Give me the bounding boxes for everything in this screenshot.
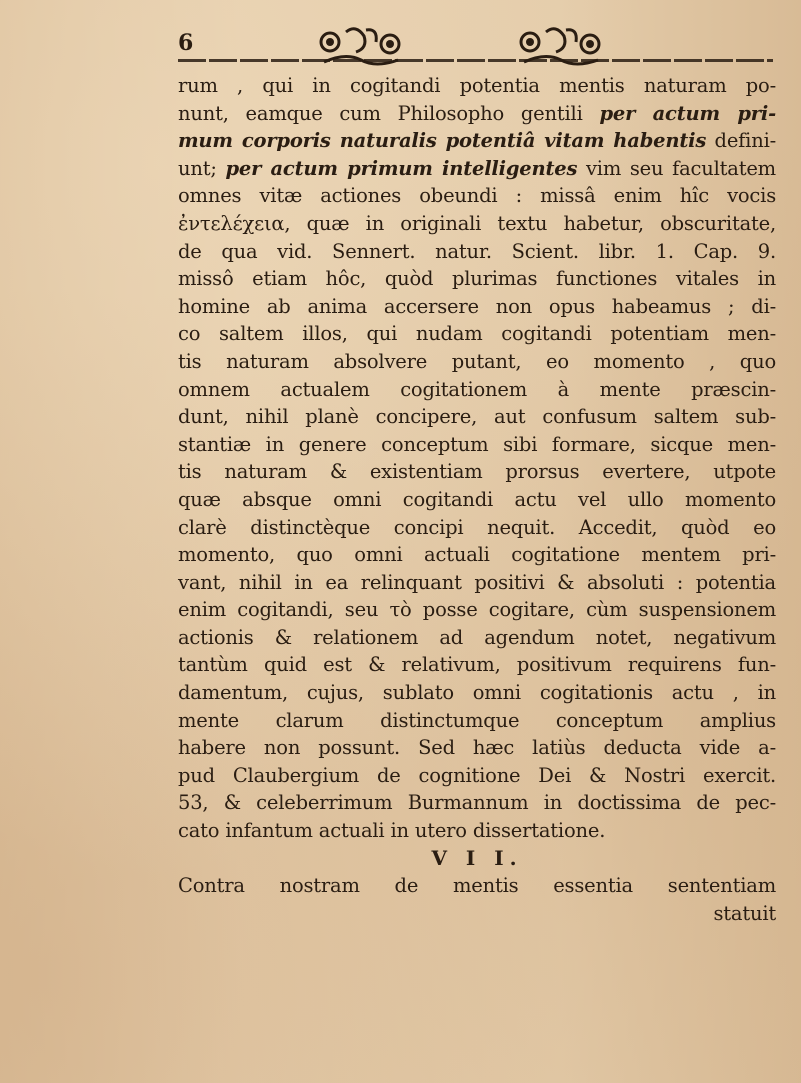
text-line (178, 596, 776, 624)
text-run: enim cogitandi, seu τὸ posse cogitare, cùm suspensionem (178, 598, 776, 622)
text-run: omnes vitæ actiones obeundi : missâ enim hîc vocis (178, 184, 776, 208)
text-run: de qua vid. Sennert. natur. Scient. libr. 1. Cap. 9. (178, 239, 776, 263)
text-run: mente clarum distinctumque conceptum amplius (178, 708, 776, 732)
text-line (178, 541, 776, 569)
text-run: vim seu facultatem (577, 156, 776, 180)
text-lines (178, 72, 776, 845)
text-line (178, 486, 776, 514)
italic-phrase: per actum pri- (599, 101, 776, 125)
body-text (178, 72, 776, 927)
text-line (178, 376, 776, 404)
text-line (178, 789, 776, 817)
text-line (178, 293, 776, 321)
text-line (178, 569, 776, 597)
text-line (178, 817, 776, 845)
text-run: clarè distinctèque concipi nequit. Accedit, quòd eo (178, 515, 776, 539)
section-number: V I I. (431, 845, 523, 870)
text-line (178, 624, 776, 652)
italic-phrase: per actum primum intelligentes (225, 156, 578, 180)
text-run: damentum, cujus, sublato omni cogitationis actu , in (178, 681, 776, 705)
text-line (178, 72, 776, 100)
text-run: tis naturam & existentiam prorsus evertere, utpote (178, 460, 776, 484)
catchword: statuit (713, 901, 776, 925)
text-run: homine ab anima accersere non opus habeamus ; di- (178, 294, 776, 318)
text-line (178, 210, 776, 238)
text-run: habere non possunt. Sed hæc latiùs deducta vide a- (178, 736, 776, 760)
text-line (178, 320, 776, 348)
text-line (178, 679, 776, 707)
text-line (178, 403, 776, 431)
text-run: missô etiam hôc, quòd plurimas functiones vitales in (178, 267, 776, 291)
text-line: Contra nostram de mentis essentia sententiam (178, 874, 776, 898)
text-line (178, 348, 776, 376)
text-line (178, 707, 776, 735)
text-run: tantùm quid est & relativum, positivum requirens fun- (178, 653, 776, 677)
text-run: dunt, nihil planè concipere, aut confusum saltem sub- (178, 405, 776, 429)
text-line (178, 431, 776, 459)
text-run: defini- (706, 129, 776, 153)
text-run: unt; (178, 156, 226, 180)
text-run: co saltem illos, qui nudam cogitandi potentiam men- (178, 322, 776, 346)
text-line (178, 265, 776, 293)
text-line (178, 238, 776, 266)
page-number: 6 (178, 30, 194, 56)
text-run: ἐντελέχεια, quæ in originali textu habetur, obscuritate, (178, 211, 776, 235)
text-line (178, 762, 776, 790)
text-run: nunt, eamque cum Philosopho gentili (178, 101, 600, 125)
italic-phrase: mum corporis naturalis potentiâ vitam habentis (178, 129, 707, 153)
text-line (178, 651, 776, 679)
text-line (178, 100, 776, 128)
text-run: quæ absque omni cogitandi actu vel ullo momento (178, 487, 776, 511)
header-rule (178, 59, 773, 62)
text-run: cato infantum actuali in utero dissertatione. (178, 819, 606, 843)
text-line (178, 514, 776, 542)
text-line (178, 182, 776, 210)
page-header (176, 22, 776, 72)
text-run: omnem actualem cogitationem à mente præscin- (178, 377, 776, 401)
text-run: stantiæ in genere conceptum sibi formare, sicque men- (178, 432, 776, 456)
text-run: rum , qui in cogitandi potentia mentis naturam po- (178, 74, 776, 97)
text-line (178, 127, 776, 155)
text-run: 53, & celeberrimum Burmannum in doctissima de pec- (178, 791, 776, 815)
text-run: momento, quo omni actuali cogitatione mentem pri- (178, 543, 776, 567)
text-run: actionis & relationem ad agendum notet, negativum (178, 625, 776, 649)
text-run: tis naturam absolvere putant, eo momento , quo (178, 349, 776, 373)
text-line (178, 155, 776, 183)
text-run: pud Claubergium de cognitione Dei & Nostri exercit. (178, 763, 776, 787)
text-line (178, 458, 776, 486)
text-run: vant, nihil in ea relinquant positivi & absoluti : potentia (178, 570, 776, 594)
text-line (178, 734, 776, 762)
